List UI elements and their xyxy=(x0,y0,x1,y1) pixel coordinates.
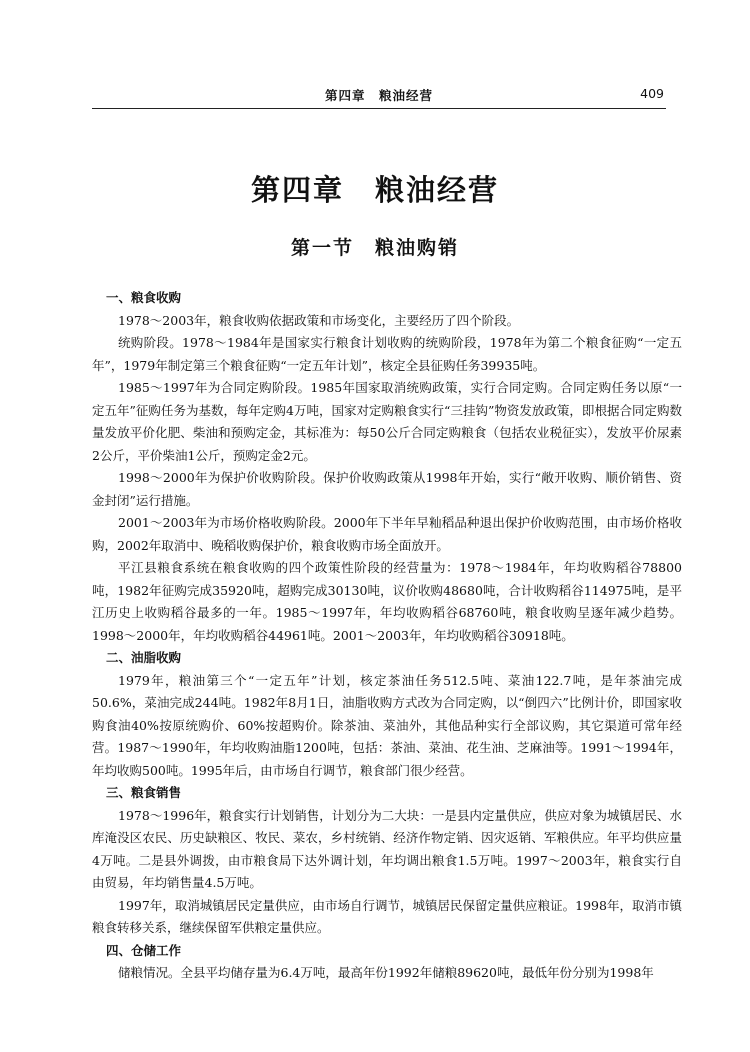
chapter-title: 第四章 粮油经营 xyxy=(250,173,499,207)
subsection-heading: 一、粮食收购 xyxy=(106,290,182,305)
paragraph: 1985～1997年为合同定购阶段。1985年国家取消统购政策，实行合同定购。合同定购任务以原“一定五年”征购任务为基数，每年定购4万吨，国家对定购粮食实行“三挂钩”物资发放政策，即根据合同定购数量发放平价化肥、柴油和预购定金，其标准为：每50公斤合同定购粮食（包括农业税征实），发放平价尿素2公斤，平价柴油1公斤，预购定金2元。 xyxy=(92,380,682,463)
body-text xyxy=(92,287,682,985)
subsection-heading: 三、粮食销售 xyxy=(106,785,182,800)
paragraph: 1998～2000年为保护价收购阶段。保护价收购政策从1998年开始，实行“敞开收购、顺价销售、资金封闭”运行措施。 xyxy=(92,470,682,508)
paragraph: 1979年，粮油第三个“一定五年”计划，核定茶油任务512.5吨、菜油122.7吨，是年茶油完成50.6%，菜油完成244吨。1982年8月1日，油脂收购方式改为合同定购，以“倒四六”比例计价，即国家收购食油40%按原统购价、60%按超购价。除茶油、菜油外，其他品种实行全部议购，其它渠道可常年经营。1987～1990年，年均收购油脂1200吨，包括：茶油、菜油、花生油、芝麻油等。1991～1994年，年均收购500吨。1995年后，由市场自行调节，粮食部门很少经营。 xyxy=(92,672,682,778)
paragraph: 储粮情况。全县平均储存量为6.4万吨，最高年份1992年储粮89620吨，最低年份分别为1998年 xyxy=(118,965,654,980)
section-storage xyxy=(92,940,682,985)
section-grain-sales xyxy=(92,782,682,940)
section-title: 第一节 粮油购销 xyxy=(290,237,459,259)
paragraph: 1978～1996年，粮食实行计划销售，计划分为二大块：一是县内定量供应，供应对象为城镇居民、水库淹没区农民、历史缺粮区、牧民、菜农，乡村统销、经济作物定销、因灾返销、军粮供应。年平均供应量4万吨。二是县外调拨，由市粮食局下达外调计划，年均调出粮食1.5万吨。1997～2003年，粮食实行自由贸易，年均销售量4.5万吨。 xyxy=(92,807,682,890)
paragraph: 1978～2003年，粮食收购依据政策和市场变化，主要经历了四个阶段。 xyxy=(118,312,520,328)
paragraph: 统购阶段。1978～1984年是国家实行粮食计划收购的统购阶段，1978年为第二个粮食征购“一定五年”，1979年制定第三个粮食征购“一定五年计划”，核定全县征购任务39935吨。 xyxy=(92,335,682,373)
page-number: 409 xyxy=(640,86,664,101)
running-header-title: 第四章 粮油经营 xyxy=(324,88,433,103)
running-header xyxy=(92,86,666,109)
paragraph: 1997年，取消城镇居民定量供应，由市场自行调节，城镇居民保留定量供应粮证。1998年，取消市镇粮食转移关系，继续保留军供粮定量供应。 xyxy=(92,897,682,935)
paragraph: 平江县粮食系统在粮食收购的四个政策性阶段的经营量为：1978～1984年，年均收购稻谷78800吨，1982年征购完成35920吨，超购完成30130吨，议价收购48680吨，合计收购稻谷114975吨，是平江历史上收购稻谷最多的一年。1985～1997年，年均收购稻谷68760吨，粮食收购呈逐年减少趋势。1998～2000年，年均收购稻谷44961吨。2001～2003年，年均收购稻谷30918吨。 xyxy=(92,560,682,643)
subsection-heading: 二、油脂收购 xyxy=(106,650,182,665)
paragraph: 2001～2003年为市场价格收购阶段。2000年下半年早籼稻品种退出保护价收购范围，由市场价格收购，2002年取消中、晚稻收购保护价，粮食收购市场全面放开。 xyxy=(92,515,682,553)
section-grain-purchase xyxy=(92,287,682,647)
section-oil-purchase xyxy=(92,647,682,782)
subsection-heading: 四、仓储工作 xyxy=(106,942,182,958)
